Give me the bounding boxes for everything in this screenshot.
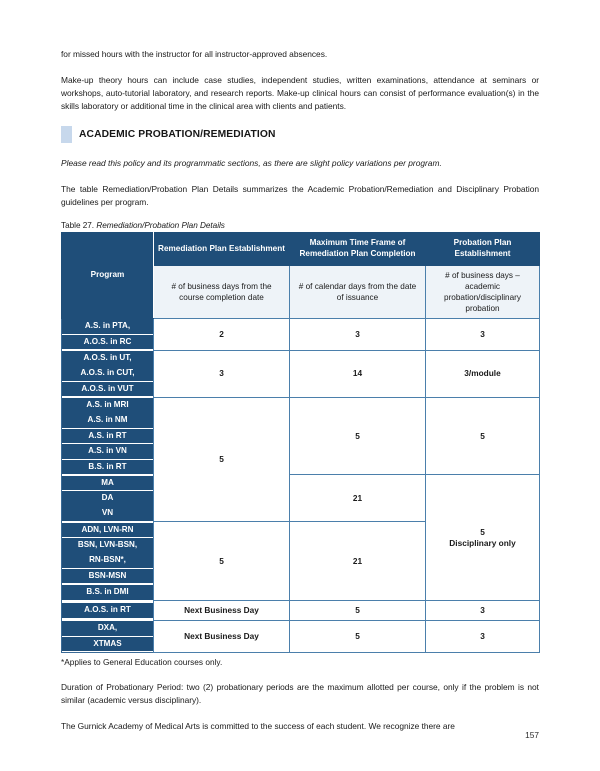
program-label: A.S. in MRI [62,398,153,413]
cell-r4-probation-line1: 5 [480,526,485,537]
program-label: BSN-MSN [62,569,153,584]
cell-r5-remediation: 5 [154,522,290,601]
program-label: A.S. in NM [62,413,153,428]
paragraph-4: The table Remediation/Probation Plan Details summarizes the Academic Probation/Remediation and Disciplinary Probation guidelines per program. [61,183,539,207]
program-label: A.O.S. in VUT [62,382,153,397]
cell-r3-remediation: 5 [154,397,290,522]
header-program: Program [62,233,154,318]
subheader-calendar-days-issuance: # of calendar days from the date of issuance [290,265,426,318]
header-probation-plan-establishment: Probation Plan Establishment [426,233,540,265]
program-group-5 [62,522,154,584]
program-group-1 [62,318,154,350]
program-label: DA [62,491,153,506]
program-label: A.S. in RT [62,429,153,444]
subheader-business-days-academic-probation: # of business days – academic probation/disciplinary probation [426,265,540,318]
page-number: 157 [525,730,539,740]
cell-r2-probation: 3/module [426,350,540,397]
program-group-8 [62,620,154,652]
cell-r4-probation-line2: Disciplinary only [449,537,516,548]
cell-r3-maxtime: 5 [290,397,426,475]
table-caption-label: Table 27. [61,221,97,231]
program-label: DXA, [62,621,153,636]
program-label: B.S. in DMI [62,585,153,600]
program-group-6 [62,584,154,600]
paragraph-5: Duration of Probationary Period: two (2) probationary periods are the maximum allotted per course, only if the problem is not similar (academic versus disciplinary). [61,682,539,706]
table-header-row-1 [62,233,540,265]
header-remediation-plan-establishment: Remediation Plan Establishment [154,233,290,265]
section-heading-text: ACADEMIC PROBATION/REMEDIATION [79,128,276,140]
program-label: RN-BSN*, [62,553,153,568]
program-label: BSN, LVN-BSN, [62,538,153,553]
page-content [61,48,539,746]
cell-r8-remediation: Next Business Day [154,620,290,652]
table-row [62,350,540,397]
program-label: A.O.S. in RC [62,335,153,350]
heading-accent-bar [61,126,72,143]
cell-r7-maxtime: 5 [290,600,426,620]
cell-r7-probation: 3 [426,600,540,620]
table-row [62,620,540,652]
program-label: XTMAS [62,637,153,652]
header-max-time-frame: Maximum Time Frame of Remediation Plan Completion [290,233,426,265]
program-group-3 [62,397,154,475]
program-label: A.O.S. in UT, [62,351,153,366]
remediation-probation-table [61,232,540,653]
section-heading [61,126,539,143]
cell-r1-maxtime: 3 [290,318,426,350]
cell-r8-maxtime: 5 [290,620,426,652]
cell-r8-probation: 3 [426,620,540,652]
cell-r4-maxtime: 21 [290,475,426,522]
subheader-business-days-course-completion: # of business days from the course completion date [154,265,290,318]
program-label: A.O.S. in CUT, [62,366,153,381]
program-label: ADN, LVN-RN [62,523,153,538]
cell-r4-probation [426,475,540,601]
table-caption [61,221,539,230]
program-label: VN [62,506,153,521]
cell-r1-probation: 3 [426,318,540,350]
cell-r2-maxtime: 14 [290,350,426,397]
program-group-2 [62,350,154,397]
table-row [62,475,540,522]
table-caption-title: Remediation/Probation Plan Details [96,221,225,231]
table-row [62,600,540,620]
program-label: A.O.S. in RT [62,603,153,618]
program-group-4 [62,475,154,522]
cell-r7-remediation: Next Business Day [154,600,290,620]
program-label: A.S. in VN [62,444,153,459]
program-label: B.S. in RT [62,460,153,475]
paragraph-2: Make-up theory hours can include case studies, independent studies, written examinations, attendance at seminars or workshops, auto-tutorial laboratory, and research reports. Make-up clinical hours can consist of performance evaluation(s) in the skills laboratory or additional time in the clinical area with clients and patients. [61,74,539,112]
cell-r1-remediation: 2 [154,318,290,350]
cell-r2-remediation: 3 [154,350,290,397]
table-row [62,318,540,350]
table-row [62,397,540,475]
cell-r5-maxtime: 21 [290,522,426,601]
program-label: MA [62,476,153,491]
program-group-7 [62,600,154,620]
paragraph-3-italic: Please read this policy and its programmatic sections, as there are slight policy variations per program. [61,157,442,168]
cell-r3-probation: 5 [426,397,540,475]
table-footnote: *Applies to General Education courses only. [61,657,223,667]
paragraph-6: The Gurnick Academy of Medical Arts is committed to the success of each student. We recognize there are [61,720,455,731]
program-label: A.S. in PTA, [62,319,153,334]
paragraph-1: for missed hours with the instructor for all instructor-approved absences. [61,49,328,59]
